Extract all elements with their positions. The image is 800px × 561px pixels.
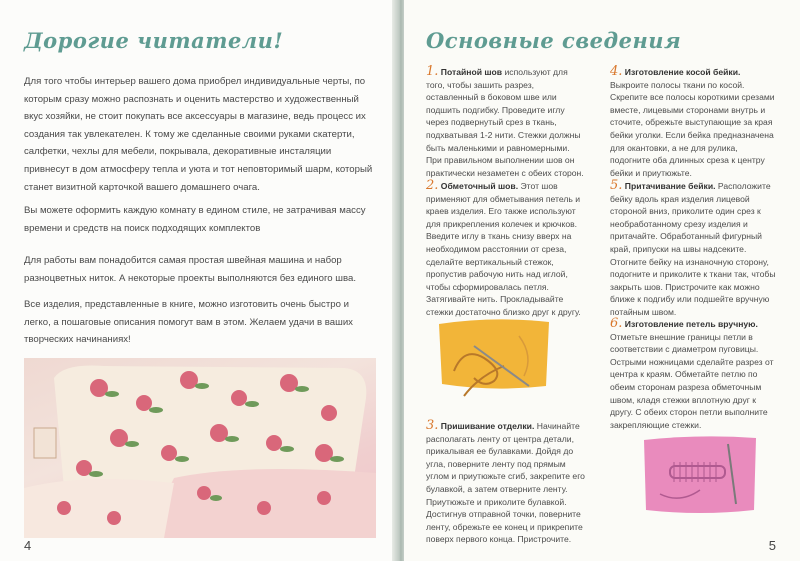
section-5-title: Притачивание бейки. <box>624 181 716 191</box>
right-page <box>404 0 800 561</box>
section-4 <box>610 66 778 179</box>
section-6-text: Отметьте внешние границы петли в соответствии с диаметром пуговицы. Острыми ножницами сделайте разрез от центра к краям. Обметайте петлю по обеим сторонам разреза обметочным швом, кладя стежки вплотную друг к другу. С обеих сторон петли выполните закрепляющие стежки. <box>610 331 774 430</box>
section-4-text: Выкроите полосы ткани по косой. Скрепите все полосы короткими срезами вместе, лицевыми сторонами внутрь и сточите, обрежьте выступающие за края бейки уголки. Если бейка предназначена для окантовки, а не для рулика, подогните оба длинных среза к центру бейки и приутюжьте. <box>610 79 775 178</box>
floral-sofa-illustration <box>24 358 376 538</box>
stitch-diagram-icon <box>434 316 554 406</box>
section-1-text: используют для того, чтобы зашить разрез, оставленный в боковом шве или подшить подгибку. Проведите иглу через подвернутый срез в ткань, подхватывая 1-2 нити. Стежки должны быть маленькими и равномерными. При правильном выполнении шов он практически незаметен с обеих сторон. <box>426 67 584 178</box>
section-1-number: 1. <box>426 64 439 79</box>
section-3-text: Начинайте располагать ленту от центра детали, прикалывая ее булавками. Дойдя до угла, поверните ленту под прямым углом и приутюжьте сгиб, закрепите его булавкой, а затем отверните ленту. Приутюжьте и приколите булавкой. Достигнув отправной точки, поверните ленту, обрежьте ее конец и прикрепите поверх первого конца. Пристрочите. <box>426 421 585 545</box>
buttonhole-illustration <box>640 434 760 516</box>
intro-paragraph-3: Для работы вам понадобится самая простая швейная машина и набор разноцветных ниток. А некоторые проекты выполняются без единого шва. <box>24 255 356 284</box>
section-3 <box>426 420 586 546</box>
section-5-number: 5. <box>610 178 623 193</box>
section-3-number: 3. <box>426 418 439 433</box>
section-1 <box>426 66 586 179</box>
section-2-text: Этот шов применяют для обметывания петель и краев изделия. Его также используют для прикрепления колечек и крючков. Введите иглу в ткань снизу вверх на необходимом расстоянии от среза, сделайте вертикальный стежок, пропустив рабочую нить над иглой, чтобы сформировалась петля. Затягивайте нить. Прокладывайте стежки достаточно близко друг к другу. <box>426 181 581 317</box>
left-page-heading: Дорогие читатели! <box>24 28 284 53</box>
intro-paragraph-4: Все изделия, представленные в книге, можно изготовить очень быстро и легко, а пошаговые описания помогут вам в этом. Желаем удачи в ваших творческих начинаниях! <box>24 299 353 346</box>
section-4-number: 4. <box>610 64 623 79</box>
section-4-title: Изготовление косой бейки. <box>624 67 741 77</box>
overcast-stitch-illustration <box>434 316 554 406</box>
left-page <box>0 0 396 561</box>
section-5-text: Расположите бейку вдоль края изделия лицевой стороной вниз, приколите один срез к необработанному срезу изделия и притачайте. Обработанный фигурный край, припуски на швы надсеките. Отогните бейку на изнаночную сторону, подогните и приколите к ткани так, чтобы закрыть шов. Пристрочите как можно ближе к подгибу или подшейте вручную потайным швом. <box>610 181 776 317</box>
page-number-left: 4 <box>24 538 32 553</box>
section-3-title: Пришивание отделки. <box>440 421 535 431</box>
intro-paragraph-2: Вы можете оформить каждую комнату в едином стиле, не затрачивая массу времени и средств на поиск подходящих комплектов <box>24 205 366 234</box>
intro-paragraph-1: Для того чтобы интерьер вашего дома приобрел индивидуальные черты, по которым сразу можно распознать и оценить мастерство и художественный вкус хозяйки, не стоит покупать все аксессуары в магазине, ведь процесс их создания так увлекателен. К тому же сделанные своими руками скатерти, салфетки, чехлы для мебели, покрывала, декоративные инсталяции привнесут в дом атмосферу тепла и уюта и тот неповторимый шарм, который станет визитной карточкой вашего домашнего очага. <box>24 76 373 193</box>
section-1-title: Потайной шов <box>440 67 503 77</box>
section-2-title: Обметочный шов. <box>440 181 519 191</box>
section-6 <box>610 318 778 431</box>
buttonhole-diagram-icon <box>640 434 760 516</box>
section-2 <box>426 180 586 319</box>
section-2-number: 2. <box>426 178 439 193</box>
page-number-right: 5 <box>768 538 776 553</box>
section-5 <box>610 180 778 319</box>
floral-sofa-photo <box>24 358 376 538</box>
section-6-number: 6. <box>610 316 623 331</box>
section-6-title: Изготовление петель вручную. <box>624 319 758 329</box>
right-page-heading: Основные сведения <box>426 28 682 53</box>
